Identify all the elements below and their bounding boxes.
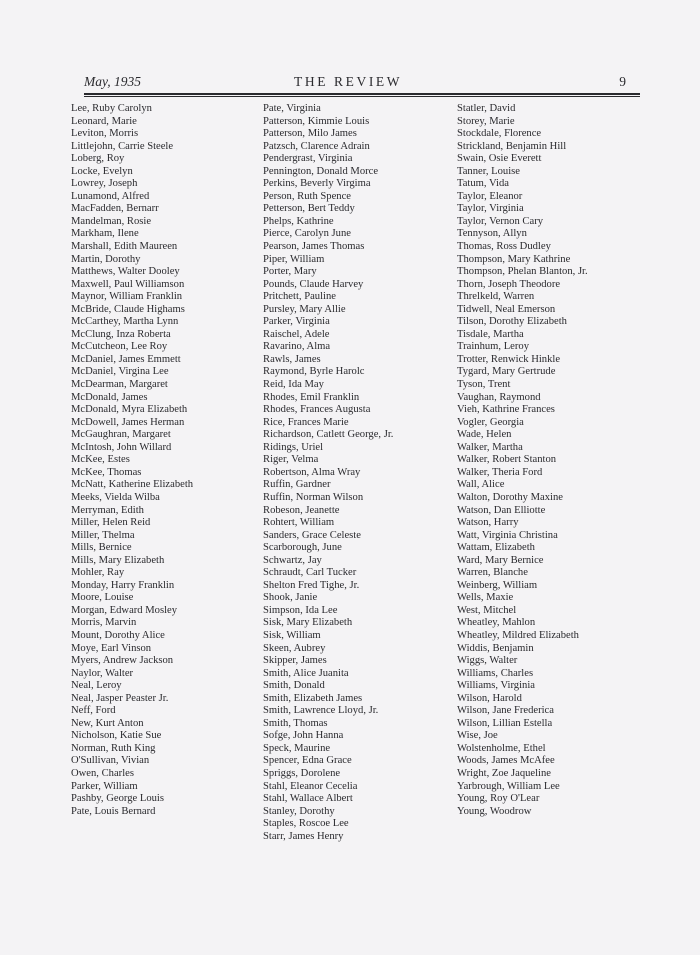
name-entry: McKee, Thomas: [71, 466, 142, 478]
name-entry: Ruffin, Gardner: [263, 479, 331, 491]
name-entry: Wilson, Jane Frederica: [457, 705, 554, 717]
name-entry: Locke, Evelyn: [71, 165, 133, 177]
name-entry: Stahl, Wallace Albert: [263, 793, 353, 805]
name-entry: Person, Ruth Spence: [263, 190, 351, 202]
name-entry: Swain, Osie Everett: [457, 153, 542, 165]
name-entry: Tidwell, Neal Emerson: [457, 303, 556, 315]
name-entry: Lowrey, Joseph: [71, 178, 138, 190]
name-entry: Pursley, Mary Allie: [263, 303, 346, 315]
name-entry: Sisk, William: [263, 629, 321, 641]
name-entry: Morgan, Edward Mosley: [71, 604, 178, 616]
name-entry: Stahl, Eleanor Cecelia: [263, 780, 358, 792]
name-entry: Walker, Theria Ford: [457, 466, 543, 478]
name-entry: Ruffin, Norman Wilson: [263, 491, 364, 503]
name-entry: Watson, Dan Elliotte: [457, 504, 546, 516]
name-entry: Young, Roy O'Lear: [457, 793, 540, 805]
name-entry: Robeson, Jeanette: [263, 504, 340, 516]
name-entry: Pearson, James Thomas: [263, 241, 365, 253]
name-entry: Tanner, Louise: [457, 165, 520, 177]
name-entry: Wade, Helen: [457, 429, 512, 441]
name-entry: Wall, Alice: [457, 479, 505, 491]
name-entry: Patzsch, Clarence Adrain: [263, 140, 370, 152]
name-entry: Spriggs, Dorolene: [263, 767, 341, 779]
name-entry: O'Sullivan, Vivian: [71, 755, 150, 767]
name-entry: Staples, Roscoe Lee: [263, 818, 349, 830]
name-entry: Phelps, Kathrine: [263, 215, 334, 227]
name-entry: McCutcheon, Lee Roy: [71, 341, 168, 353]
name-entry: Wiggs, Walter: [457, 655, 518, 667]
name-entry: McDaniel, Virgina Lee: [71, 366, 169, 378]
name-entry: Myers, Andrew Jackson: [71, 655, 174, 667]
name-entry: Merryman, Edith: [71, 504, 144, 516]
name-entry: Watt, Virginia Christina: [457, 529, 558, 541]
name-entry: Storey, Marie: [457, 115, 515, 127]
name-entry: Wise, Joe: [457, 730, 498, 742]
name-entry: Williams, Virginia: [457, 680, 535, 692]
name-entry: Smith, Thomas: [263, 717, 328, 729]
name-entry: Parker, Virginia: [263, 316, 330, 328]
name-entry: Smith, Alice Juanita: [263, 667, 349, 679]
name-entry: Scarborough, June: [263, 542, 342, 554]
name-entry: Raymond, Byrle Harolc: [263, 366, 365, 378]
name-entry: Rhodes, Frances Augusta: [263, 404, 371, 416]
name-entry: Neal, Jasper Peaster Jr.: [71, 692, 169, 704]
name-entry: Ward, Mary Bernice: [457, 554, 544, 566]
name-column-3: [457, 103, 588, 818]
name-entry: Walton, Dorothy Maxine: [457, 491, 563, 503]
name-entry: McDowell, James Herman: [71, 416, 185, 428]
name-entry: Simpson, Ida Lee: [263, 604, 338, 616]
name-entry: Lee, Ruby Carolyn: [71, 103, 152, 114]
name-entry: Stanley, Dorothy: [263, 805, 335, 817]
name-entry: Young, Woodrow: [457, 805, 532, 817]
name-entry: Starr, James Henry: [263, 830, 344, 842]
name-entry: Littlejohn, Carrie Steele: [71, 140, 174, 152]
name-entry: Owen, Charles: [71, 767, 134, 779]
name-entry: Rohtert, William: [263, 517, 335, 529]
name-entry: Pritchett, Pauline: [263, 291, 336, 303]
name-entry: Ravarino, Alma: [263, 341, 331, 353]
name-entry: McDearman, Margaret: [71, 379, 168, 391]
name-entry: Richardson, Catlett George, Jr.: [263, 429, 394, 441]
name-entry: Mills, Mary Elizabeth: [71, 554, 165, 566]
name-entry: Vogler, Georgia: [457, 416, 524, 428]
name-entry: Robertson, Alma Wray: [263, 466, 361, 478]
page-number: 9: [619, 74, 626, 89]
name-entry: Shelton Fred Tighe, Jr.: [263, 579, 360, 591]
name-entry: Neff, Ford: [71, 705, 116, 717]
name-entry: McClung, Inza Roberta: [71, 328, 171, 340]
name-entry: Weinberg, William: [457, 579, 538, 591]
name-entry: Smith, Donald: [263, 680, 325, 692]
name-entry: Miller, Thelma: [71, 529, 135, 541]
page-header: [84, 74, 626, 92]
name-entry: West, Mitchel: [457, 604, 517, 616]
name-entry: Pendergrast, Virginia: [263, 153, 353, 165]
name-entry: Loberg, Roy: [71, 153, 125, 165]
name-entry: Piper, William: [263, 253, 325, 265]
name-entry: Naylor, Walter: [71, 667, 134, 679]
name-entry: Spencer, Edna Grace: [263, 755, 352, 767]
name-entry: Wells, Maxie: [457, 592, 514, 604]
name-entry: Speck, Maurine: [263, 742, 331, 754]
name-entry: Walker, Martha: [457, 441, 523, 453]
name-entry: McNatt, Katherine Elizabeth: [71, 479, 194, 491]
name-entry: McDonald, Myra Elizabeth: [71, 404, 188, 416]
name-entry: Wilson, Lillian Estella: [457, 717, 553, 729]
name-entry: Mount, Dorothy Alice: [71, 629, 165, 641]
name-entry: Reid, Ida May: [263, 379, 324, 391]
name-entry: Wright, Zoe Jaqueline: [457, 767, 552, 779]
name-entry: Vieh, Kathrine Frances: [457, 404, 555, 416]
name-entry: McKee, Estes: [71, 454, 130, 466]
name-entry: Moore, Louise: [71, 592, 134, 604]
name-entry: Markham, Ilene: [71, 228, 139, 240]
name-entry: Rhodes, Emil Franklin: [263, 391, 360, 403]
name-entry: Pounds, Claude Harvey: [263, 278, 364, 290]
name-entry: Morris, Marvin: [71, 617, 137, 629]
name-entry: Strickland, Benjamin Hill: [457, 140, 567, 152]
name-entry: Rawls, James: [263, 353, 321, 365]
name-entry: Rice, Frances Marie: [263, 416, 349, 428]
name-entry: Pennington, Donald Morce: [263, 165, 379, 177]
name-entry: Patterson, Kimmie Louis: [263, 115, 370, 127]
name-entry: Petterson, Bert Teddy: [263, 203, 355, 215]
name-entry: Mohler, Ray: [71, 567, 125, 579]
name-column-2: [263, 103, 393, 843]
name-entry: Taylor, Vernon Cary: [457, 215, 544, 227]
name-entry: Woods, James McAfee: [457, 755, 555, 767]
name-entry: Pate, Virginia: [263, 103, 321, 114]
name-entry: Skeen, Aubrey: [263, 642, 326, 654]
name-entry: Neal, Leroy: [71, 680, 122, 692]
name-entry: Martin, Dorothy: [71, 253, 141, 265]
name-entry: Skipper, James: [263, 655, 327, 667]
name-entry: Threlkeld, Warren: [457, 291, 535, 303]
name-entry: Tygard, Mary Gertrude: [457, 366, 556, 378]
name-entry: Schraudt, Carl Tucker: [263, 567, 357, 579]
header-rule: [84, 93, 640, 97]
name-entry: Sofge, John Hanna: [263, 730, 344, 742]
name-entry: McCarthey, Martha Lynn: [71, 316, 179, 328]
name-entry: Marshall, Edith Maureen: [71, 241, 178, 253]
name-entry: Taylor, Eleanor: [457, 190, 523, 202]
name-entry: Wheatley, Mildred Elizabeth: [457, 629, 579, 641]
name-entry: Taylor, Virginia: [457, 203, 524, 215]
name-entry: Pierce, Carolyn June: [263, 228, 351, 240]
name-entry: Vaughan, Raymond: [457, 391, 541, 403]
name-entry: Walker, Robert Stanton: [457, 454, 557, 466]
name-entry: McBride, Claude Highams: [71, 303, 185, 315]
name-entry: Yarbrough, William Lee: [457, 780, 560, 792]
name-entry: Porter, Mary: [263, 266, 317, 278]
name-entry: Wheatley, Mahlon: [457, 617, 536, 629]
name-entry: Thompson, Phelan Blanton, Jr.: [457, 266, 588, 278]
name-entry: McGaughran, Margaret: [71, 429, 171, 441]
name-entry: Maynor, William Franklin: [71, 291, 183, 303]
name-entry: Warren, Blanche: [457, 567, 528, 579]
name-entry: Leonard, Marie: [71, 115, 137, 127]
name-entry: Trotter, Renwick Hinkle: [457, 353, 561, 365]
name-entry: New, Kurt Anton: [71, 717, 144, 729]
name-entry: Thomas, Ross Dudley: [457, 241, 551, 253]
name-entry: McDaniel, James Emmett: [71, 353, 181, 365]
name-entry: Smith, Elizabeth James: [263, 692, 363, 704]
name-entry: Wilson, Harold: [457, 692, 522, 704]
publication-title: THE REVIEW: [294, 74, 403, 89]
issue-date: May, 1935: [84, 74, 141, 89]
name-entry: Williams, Charles: [457, 667, 534, 679]
name-entry: Lunamond, Alfred: [71, 190, 150, 202]
name-entry: Miller, Helen Reid: [71, 517, 151, 529]
name-entry: Trainhum, Leroy: [457, 341, 529, 353]
name-entry: Ridings, Uriel: [263, 441, 324, 453]
name-entry: Meeks, Vielda Wilba: [71, 491, 160, 503]
name-entry: Pashby, George Louis: [71, 793, 164, 805]
name-entry: Thorn, Joseph Theodore: [457, 278, 561, 290]
name-entry: Tilson, Dorothy Elizabeth: [457, 316, 567, 328]
name-entry: Mills, Bernice: [71, 542, 132, 554]
name-entry: McIntosh, John Willard: [71, 441, 172, 453]
name-entry: Smith, Lawrence Lloyd, Jr.: [263, 705, 379, 717]
name-entry: Watson, Harry: [457, 517, 519, 529]
name-entry: Riger, Velma: [263, 454, 319, 466]
name-entry: Mandelman, Rosie: [71, 215, 152, 227]
name-entry: Statler, David: [457, 103, 516, 114]
name-entry: Widdis, Benjamin: [457, 642, 534, 654]
name-entry: McDonald, James: [71, 391, 148, 403]
name-entry: Stockdale, Florence: [457, 128, 542, 140]
name-entry: Nicholson, Katie Sue: [71, 730, 162, 742]
name-column-1: [71, 103, 193, 818]
name-entry: Leviton, Morris: [71, 128, 139, 140]
name-entry: Sisk, Mary Elizabeth: [263, 617, 353, 629]
name-entry: Raischel, Adele: [263, 328, 330, 340]
name-entry: Wolstenholme, Ethel: [457, 742, 546, 754]
name-entry: Tisdale, Martha: [457, 328, 524, 340]
name-entry: Schwartz, Jay: [263, 554, 322, 566]
name-entry: Tyson, Trent: [457, 379, 511, 391]
name-entry: Thompson, Mary Kathrine: [457, 253, 571, 265]
name-entry: Parker, William: [71, 780, 138, 792]
name-entry: MacFadden, Bernarr: [71, 203, 159, 215]
name-entry: Monday, Harry Franklin: [71, 579, 175, 591]
name-entry: Patterson, Milo James: [263, 128, 357, 140]
name-entry: Perkins, Beverly Virgima: [263, 178, 371, 190]
name-entry: Tatum, Vida: [457, 178, 509, 190]
name-entry: Maxwell, Paul Williamson: [71, 278, 185, 290]
name-entry: Moye, Earl Vinson: [71, 642, 152, 654]
name-entry: Shook, Janie: [263, 592, 318, 604]
name-entry: Wattam, Elizabeth: [457, 542, 535, 554]
name-entry: Pate, Louis Bernard: [71, 805, 156, 817]
name-entry: Sanders, Grace Celeste: [263, 529, 361, 541]
name-entry: Norman, Ruth King: [71, 742, 156, 754]
name-entry: Tennyson, Allyn: [457, 228, 527, 240]
name-entry: Matthews, Walter Dooley: [71, 266, 180, 278]
